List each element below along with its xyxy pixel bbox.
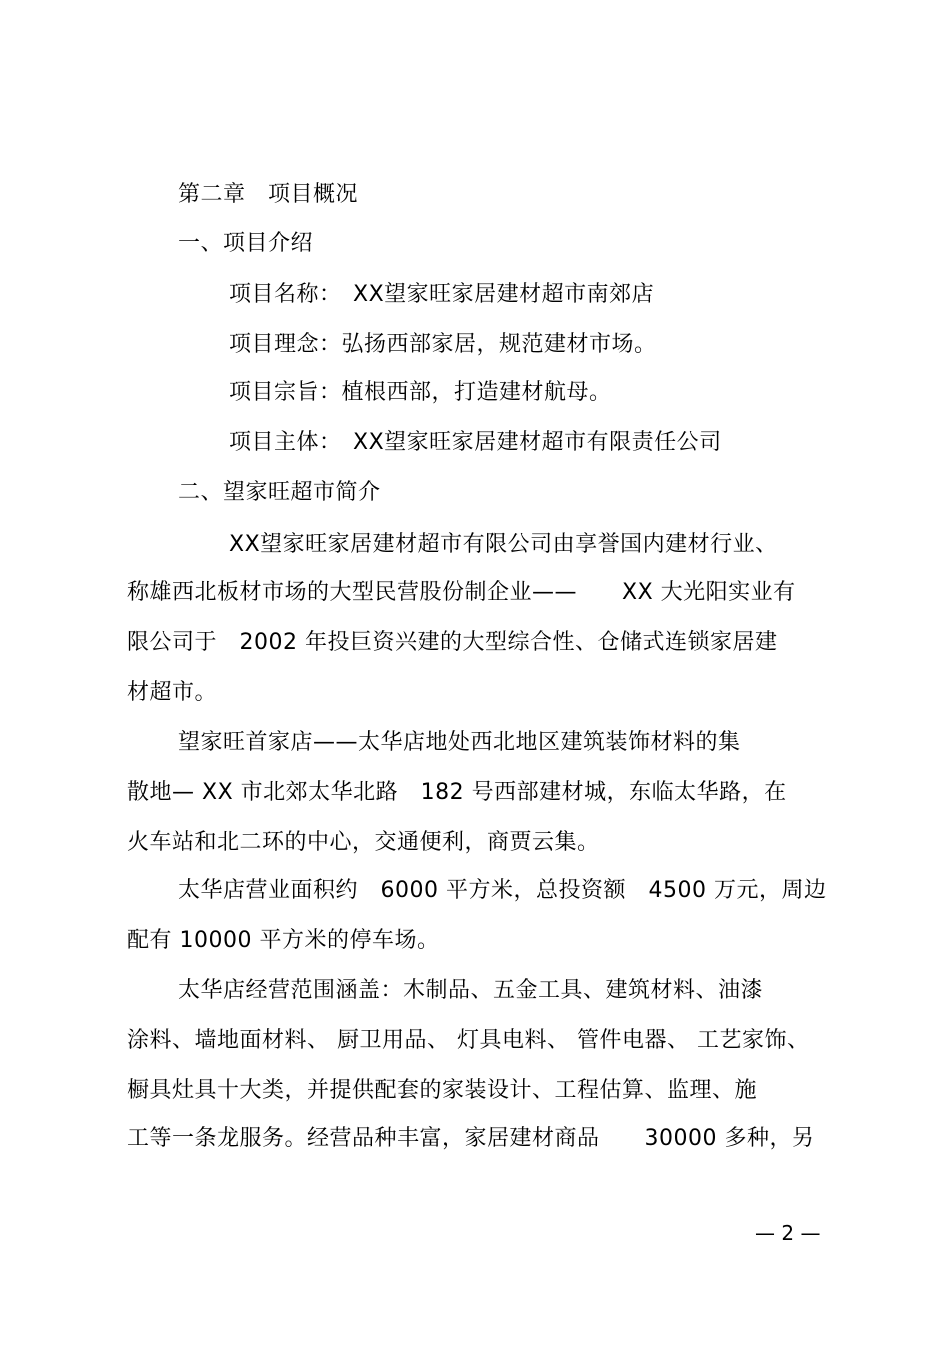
para2-line: 望家旺首家店——太华店地处西北地区建筑装饰材料的集 — [178, 730, 741, 755]
para1-line: 称雄西北板材市场的大型民营股份制企业—— XX 大光阳实业有 — [127, 580, 796, 605]
para4-line: 橱具灶具十大类，并提供配套的家装设计、工程估算、监理、施 — [127, 1078, 758, 1103]
project-name-line: 项目名称： XX望家旺家居建材超市南郊店 — [229, 282, 655, 307]
para4-line: 太华店经营范围涵盖：木制品、五金工具、建筑材料、油漆 — [178, 978, 764, 1003]
para2-line: 散地— XX 市北郊太华北路 182 号西部建材城，东临太华路，在 — [127, 780, 787, 805]
para3-line: 太华店营业面积约 6000 平方米，总投资额 4500 万元，周边 — [178, 878, 827, 903]
para2-line: 火车站和北二环的中心，交通便利，商贾云集。 — [127, 830, 600, 855]
project-concept-line: 项目理念：弘扬西部家居，规范建材市场。 — [229, 332, 657, 357]
page-number: — 2 — — [755, 1221, 821, 1245]
para1-line: 限公司于 2002 年投巨资兴建的大型综合性、仓储式连锁家居建 — [127, 630, 778, 655]
para4-line: 涂料、墙地面材料、 厨卫用品、 灯具电料、 管件电器、 工艺家饰、 — [127, 1028, 810, 1053]
chapter-title: 第二章 项目概况 — [178, 182, 359, 207]
para4-line: 工等一条龙服务。经营品种丰富，家居建材商品 30000 多种，另 — [127, 1126, 815, 1151]
project-entity-line: 项目主体： XX望家旺家居建材超市有限责任公司 — [229, 430, 722, 455]
para1-line: 材超市。 — [127, 680, 218, 705]
para1-line: XX望家旺家居建材超市有限公司由享誉国内建材行业、 — [229, 532, 778, 557]
project-purpose-line: 项目宗旨：植根西部，打造建材航母。 — [229, 380, 612, 405]
para3-line: 配有 10000 平方米的停车场。 — [127, 928, 440, 953]
section-heading-supermarket-intro: 二、望家旺超市简介 — [178, 480, 381, 505]
section-heading-project-intro: 一、项目介绍 — [178, 231, 314, 256]
